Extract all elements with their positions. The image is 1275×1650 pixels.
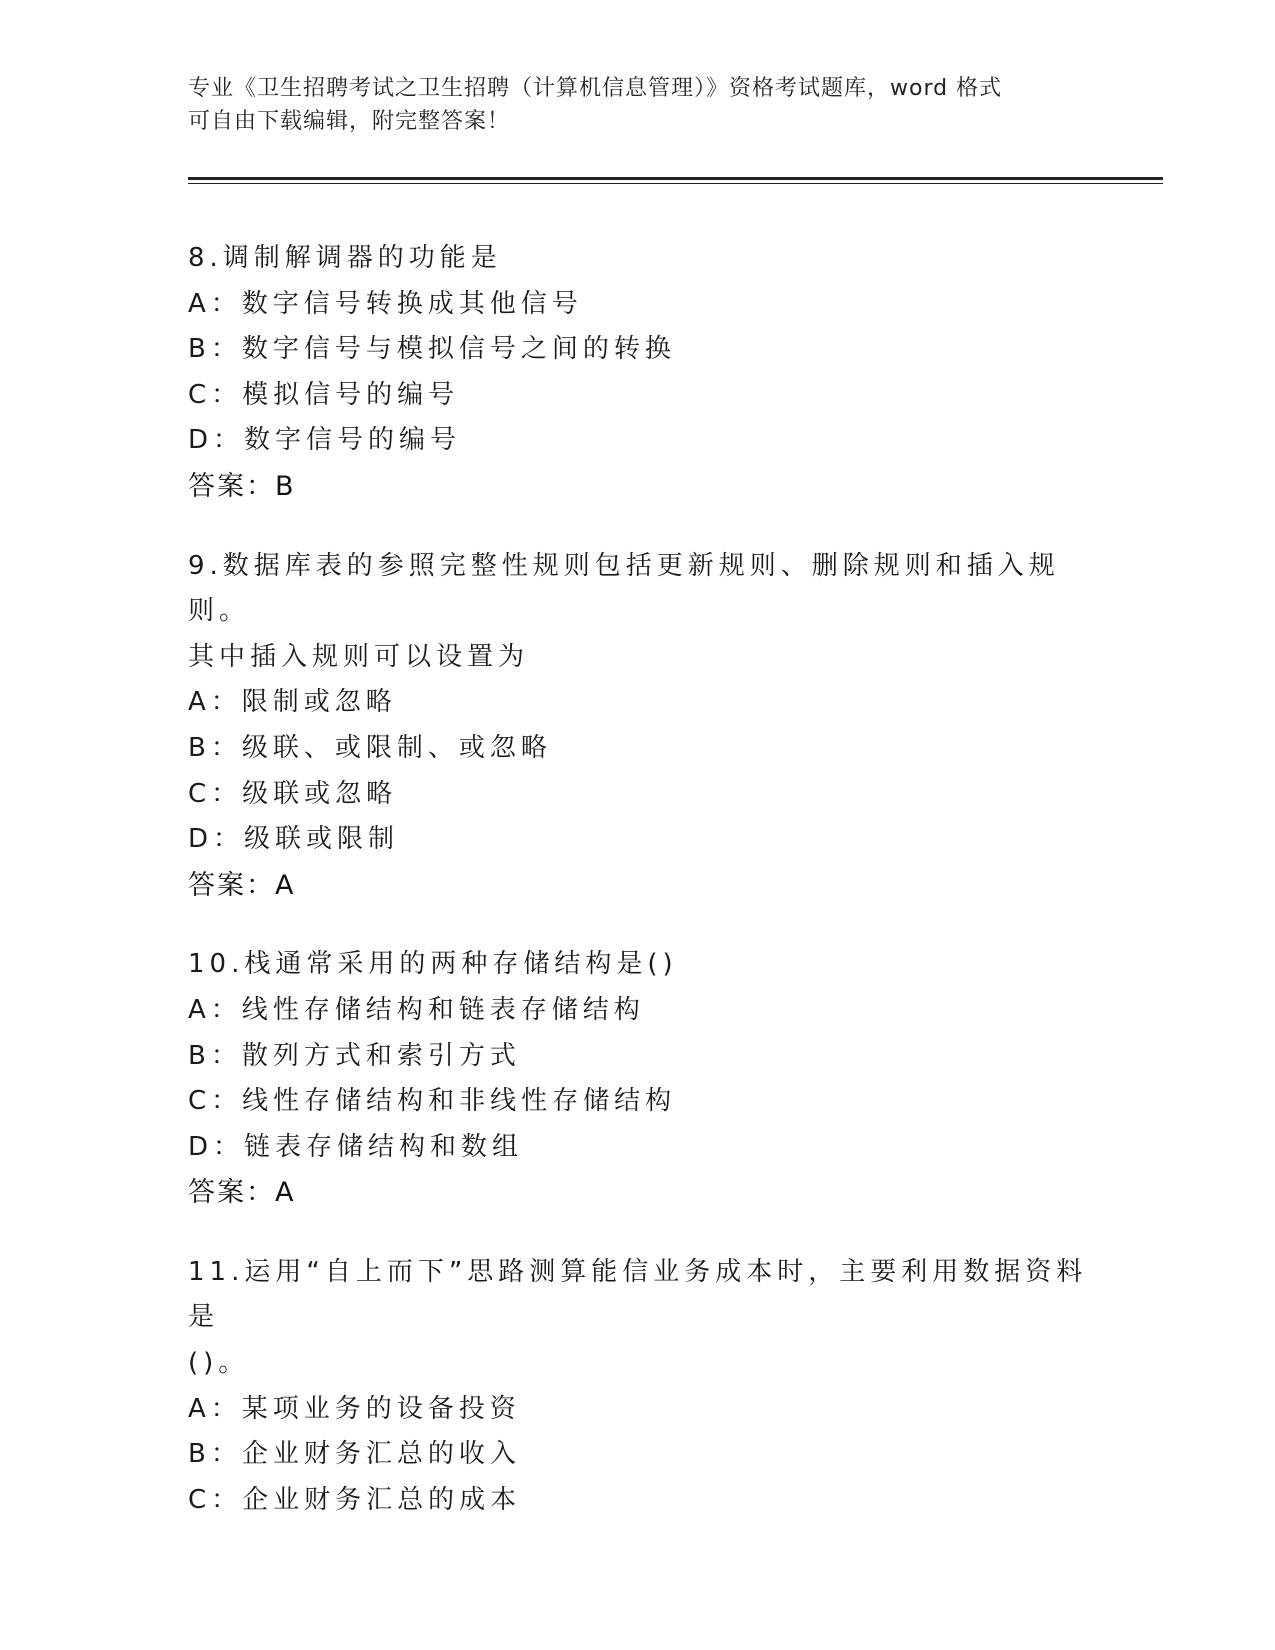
- answer-option: A：限制或忽略: [188, 687, 397, 718]
- answer-key: 答案：A: [188, 1177, 296, 1209]
- answer-option: A：某项业务的设备投资: [188, 1393, 521, 1424]
- question-stem: 11.运用“自上而下”思路测算能信业务成本时，主要利用数据资料是: [188, 1256, 1088, 1333]
- answer-option: C：模拟信号的编号: [188, 379, 460, 410]
- answer-option: C：线性存储结构和非线性存储结构: [188, 1086, 677, 1117]
- answer-option: B：散列方式和索引方式: [188, 1040, 521, 1071]
- answer-key: 答案：A: [188, 869, 296, 901]
- question-stem: 10.栈通常采用的两种存储结构是(): [188, 949, 678, 980]
- question-stem: ()。: [188, 1348, 250, 1379]
- header-divider-thin: [188, 183, 1163, 184]
- answer-option: D：数字信号的编号: [188, 425, 462, 456]
- answer-option: B：级联、或限制、或忽略: [188, 732, 552, 763]
- question-stem: 其中插入规则可以设置为: [188, 641, 530, 672]
- answer-option: B：企业财务汇总的收入: [188, 1439, 521, 1470]
- header-line-1: 专业《卫生招聘考试之卫生招聘（计算机信息管理）》资格考试题库，word 格式: [188, 76, 1003, 101]
- answer-option: D：链表存储结构和数组: [188, 1131, 524, 1162]
- answer-option: C：企业财务汇总的成本: [188, 1484, 522, 1515]
- question-block: [188, 544, 1088, 909]
- question-block: [188, 942, 1088, 1216]
- answer-option: D：级联或限制: [188, 824, 400, 855]
- header-divider-thick: [188, 177, 1163, 180]
- answer-option: A：线性存储结构和链表存储结构: [188, 994, 645, 1025]
- question-stem: 8.调制解调器的功能是: [188, 243, 502, 273]
- question-stem: 9.数据库表的参照完整性规则包括更新规则、删除规则和插入规则。: [188, 550, 1060, 627]
- answer-option: A：数字信号转换成其他信号: [188, 288, 583, 319]
- answer-option: C：级联或忽略: [188, 778, 398, 809]
- answer-key: 答案：B: [188, 470, 296, 502]
- question-block: [188, 236, 1088, 510]
- question-block: [188, 1250, 1088, 1524]
- header-line-2: 可自由下载编辑，附完整答案！: [188, 109, 511, 134]
- question-list: [188, 236, 1088, 1557]
- answer-option: B：数字信号与模拟信号之间的转换: [188, 334, 676, 365]
- document-header: [188, 72, 1088, 138]
